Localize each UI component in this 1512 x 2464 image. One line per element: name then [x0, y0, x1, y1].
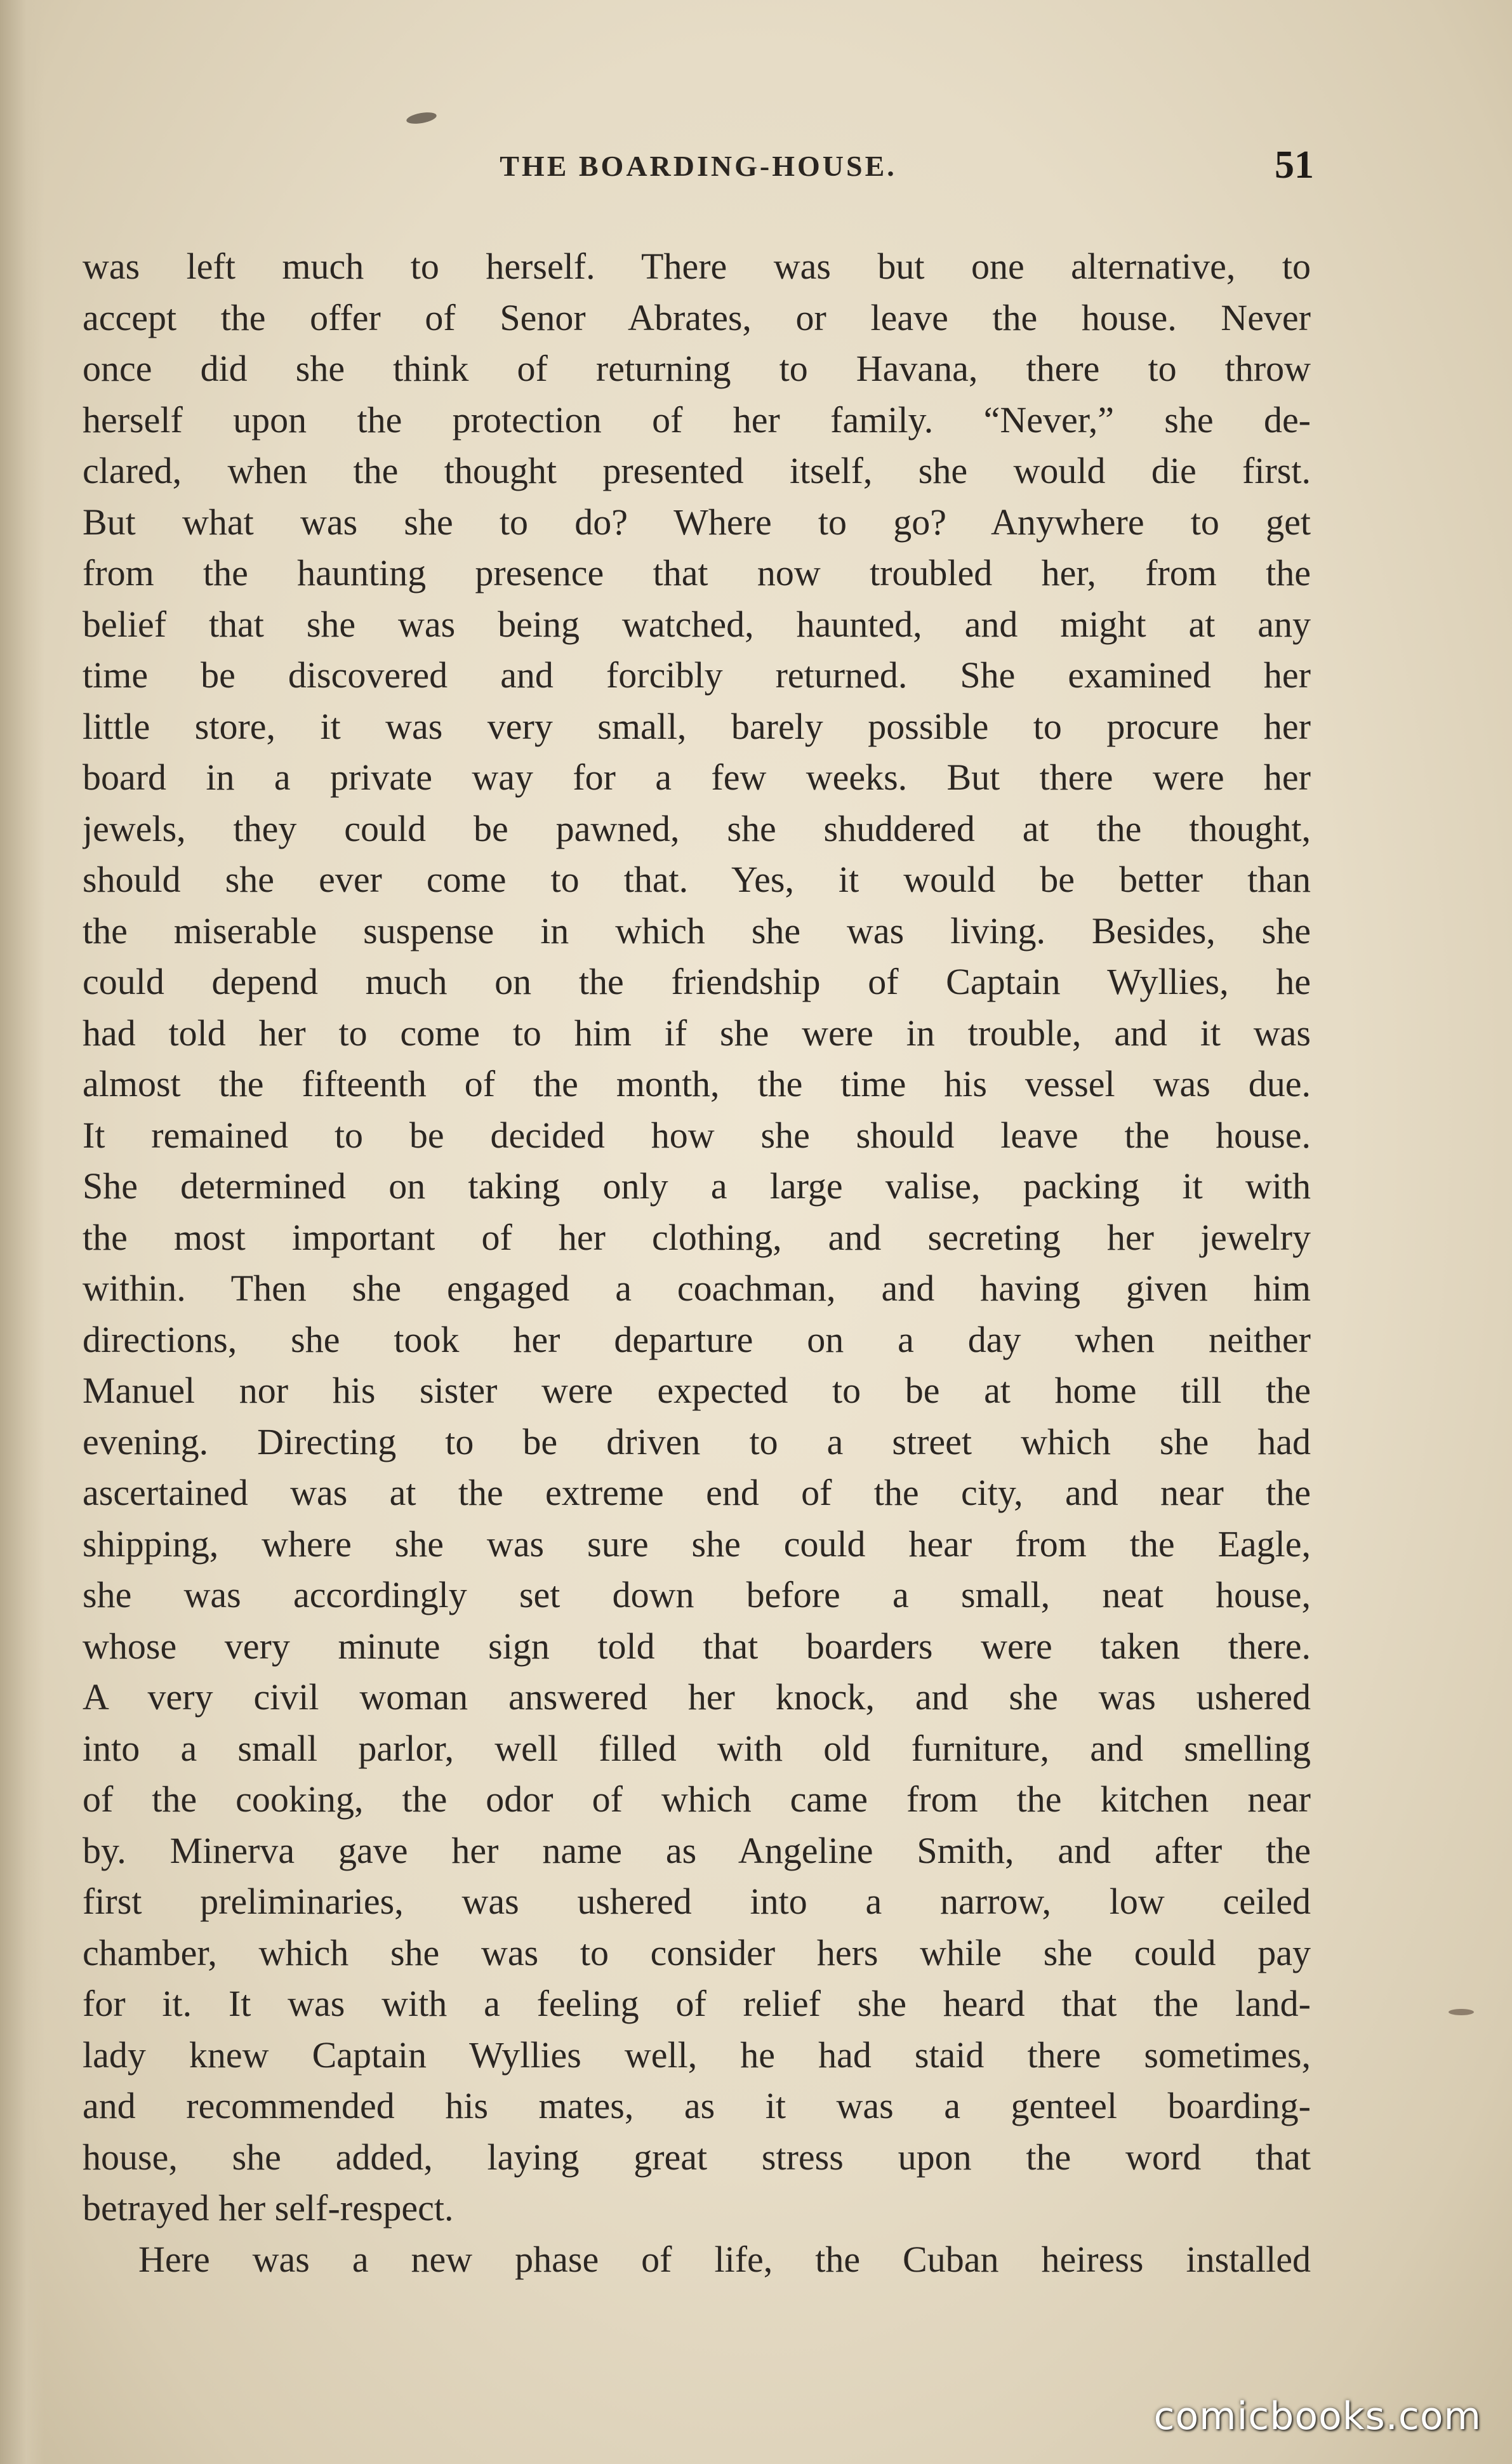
text-line: she was accordingly set down before a small, neat house,	[83, 1574, 1311, 1615]
text-line: of the cooking, the odor of which came from the kitchen near	[83, 1778, 1311, 1820]
text-line: should she ever come to that. Yes, it would be better than	[83, 859, 1311, 900]
text-line-paragraph-start: Here was a new phase of life, the Cuban heiress installed	[138, 2238, 1311, 2280]
text-line: Manuel nor his sister were expected to be at home till the	[83, 1370, 1311, 1411]
page-number: 51	[1275, 143, 1314, 187]
text-line: clared, when the thought presented itself, she would die first.	[83, 450, 1311, 491]
text-line: by. Minerva gave her name as Angeline Smith, and after the	[83, 1829, 1311, 1871]
text-line: within. Then she engaged a coachman, and having given him	[83, 1268, 1311, 1309]
text-line: almost the fifteenth of the month, the time his vessel was due.	[83, 1063, 1311, 1104]
ink-speck	[406, 110, 437, 126]
text-line: board in a private way for a few weeks. But there were her	[83, 757, 1311, 798]
text-line: time be discovered and forcibly returned. She examined her	[83, 654, 1311, 696]
page-gutter-shadow	[0, 0, 44, 2464]
text-line: lady knew Captain Wyllies well, he had staid there sometimes,	[83, 2034, 1311, 2076]
watermark: comicbooks.com	[1153, 2394, 1482, 2439]
text-line: house, she added, laying great stress upon the word that	[83, 2136, 1311, 2178]
text-line: evening. Directing to be driven to a street which she had	[83, 1421, 1311, 1462]
page-header	[83, 143, 1314, 206]
text-line: was left much to herself. There was but one alternative, to	[83, 246, 1311, 287]
body-text	[83, 241, 1311, 2285]
running-head: THE BOARDING-HOUSE.	[500, 150, 897, 182]
text-line: could depend much on the friendship of Captain Wyllies, he	[83, 961, 1311, 1002]
text-line: It remained to be decided how she should leave the house.	[83, 1114, 1311, 1156]
ink-speck	[1449, 2009, 1474, 2015]
text-line: accept the offer of Senor Abrates, or leave the house. Never	[83, 296, 1311, 338]
text-line: the miserable suspense in which she was living. Besides, she	[83, 910, 1311, 951]
text-line: ascertained was at the extreme end of the city, and near the	[83, 1472, 1311, 1513]
text-line: into a small parlor, well filled with old furniture, and smelling	[83, 1727, 1311, 1769]
text-line: the most important of her clothing, and secreting her jewelry	[83, 1216, 1311, 1258]
text-line: for it. It was with a feeling of relief she heard that the land-	[83, 1983, 1311, 2024]
text-line: from the haunting presence that now troubled her, from the	[83, 552, 1311, 593]
text-line-paragraph-end: betrayed her self-respect.	[83, 2187, 454, 2229]
text-line: and recommended his mates, as it was a genteel boarding-	[83, 2085, 1311, 2126]
text-line: whose very minute sign told that boarders were taken there.	[83, 1625, 1311, 1667]
text-line: jewels, they could be pawned, she shuddered at the thought,	[83, 807, 1311, 849]
text-line: She determined on taking only a large valise, packing it with	[83, 1165, 1311, 1207]
text-line: little store, it was very small, barely possible to procure her	[83, 705, 1311, 747]
text-line: first preliminaries, was ushered into a narrow, low ceiled	[83, 1881, 1311, 1922]
text-line: chamber, which she was to consider hers while she could pay	[83, 1931, 1311, 1973]
text-line: directions, she took her departure on a day when neither	[83, 1318, 1311, 1360]
text-line: shipping, where she was sure she could hear from the Eagle,	[83, 1523, 1311, 1565]
text-line: A very civil woman answered her knock, and she was ushered	[83, 1676, 1311, 1718]
text-line: had told her to come to him if she were in trouble, and it was	[83, 1012, 1311, 1054]
text-line: But what was she to do? Where to go? Anywhere to get	[83, 501, 1311, 543]
text-line: belief that she was being watched, haunted, and might at any	[83, 603, 1311, 645]
text-line: once did she think of returning to Havana, there to throw	[83, 348, 1311, 389]
text-line: herself upon the protection of her family. “Never,” she de-	[83, 399, 1311, 440]
